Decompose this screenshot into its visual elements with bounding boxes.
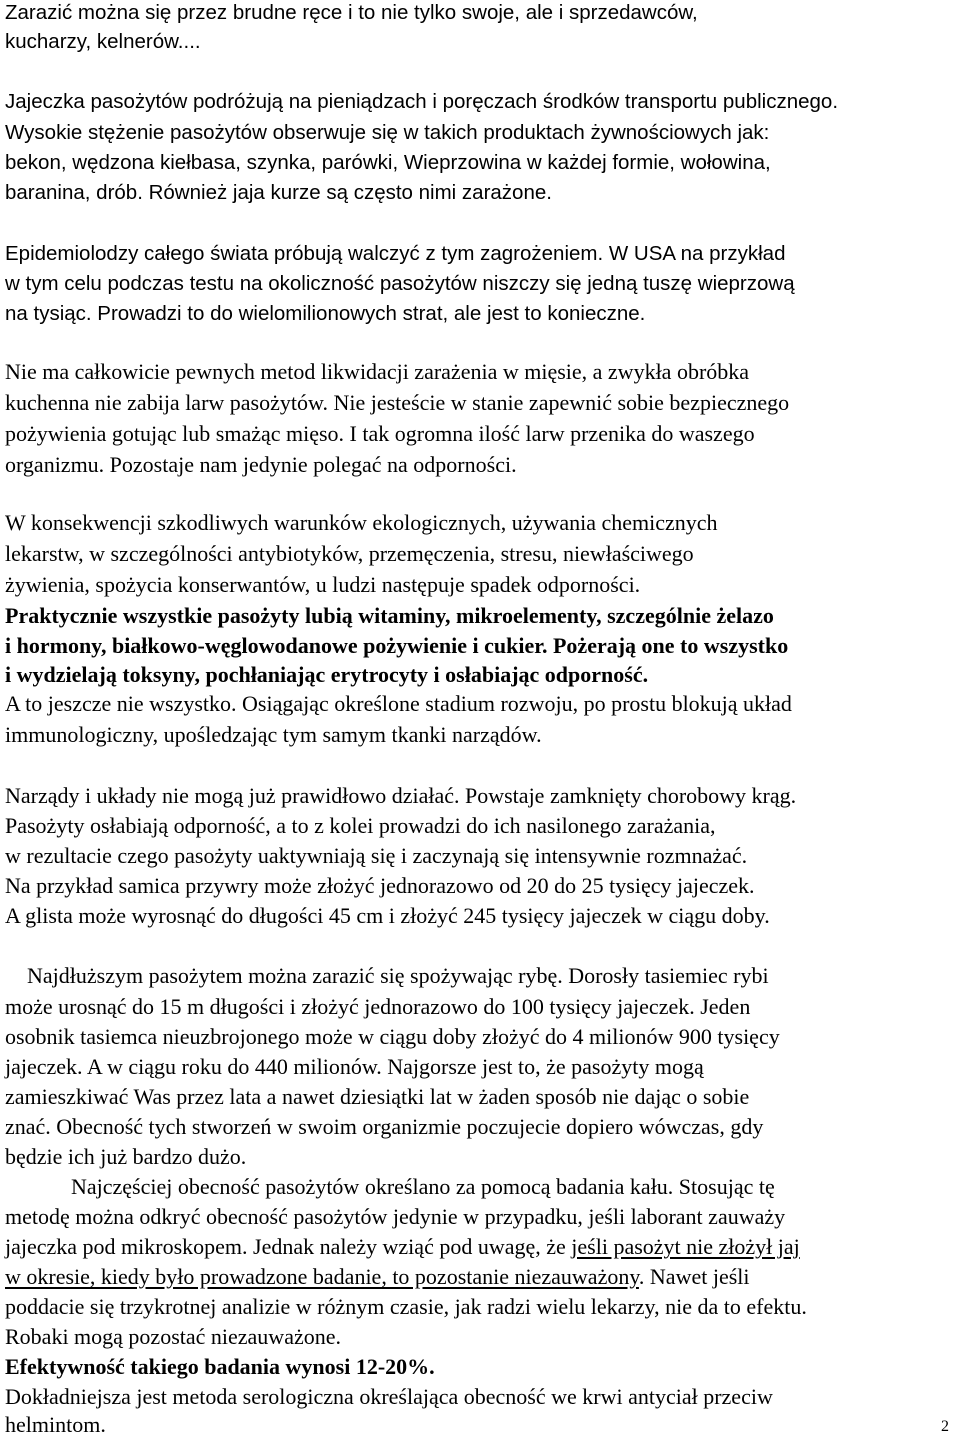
text-line: Dokładniejsza jest metoda serologiczna określająca obecność we krwi antyciał przeciw (5, 1384, 773, 1409)
text-span: . Nawet jeśli (638, 1264, 750, 1289)
text-line: Jajeczka pasożytów podróżują na pieniądzach i poręczach środków transportu publicznego. (5, 90, 839, 113)
text-line: pożywienia gotując lub smażąc mięso. I tak ogromna ilość larw przenika do waszego (5, 421, 755, 446)
text-line: znać. Obecność tych stworzeń w swoim organizmie poczujecie dopiero wówczas, gdy (5, 1114, 764, 1139)
text-line: na tysiąc. Prowadzi to do wielomilionowych strat, ale jest to konieczne. (5, 302, 646, 325)
text-line: Zarazić można się przez brudne ręce i to nie tylko swoje, ale i sprzedawców, (5, 1, 698, 24)
text-line: kucharzy, kelnerów.... (5, 30, 201, 53)
text-line: organizmu. Pozostaje nam jedynie polegać na odporności. (5, 452, 517, 477)
text-line: będzie ich już bardzo dużo. (5, 1144, 247, 1169)
text-line (5, 1266, 750, 1288)
text-line: Pasożyty osłabiają odporność, a to z kolei prowadzi do ich nasilonego zarażania, (5, 813, 716, 838)
text-line: zamieszkiwać Was przez lata a nawet dziesiątki lat w żaden sposób nie dając o sobie (5, 1084, 750, 1109)
text-line: Na przykład samica przywry może złożyć jednorazowo od 20 do 25 tysięcy jajeczek. (5, 873, 755, 898)
text-line: Epidemiolodzy całego świata próbują walczyć z tym zagrożeniem. W USA na przykład (5, 242, 786, 265)
text-line: helmintom. (5, 1412, 106, 1437)
text-line: W konsekwencji szkodliwych warunków ekologicznych, używania chemicznych (5, 510, 718, 535)
text-line: Najdłuższym pasożytem można zarazić się spożywając rybę. Dorosły tasiemiec rybi (5, 963, 769, 988)
text-line: poddacie się trzykrotnej analizie w różnym czasie, jak radzi wielu lekarzy, nie da to efektu. (5, 1294, 807, 1319)
text-line: A glista może wyrosnąć do długości 45 cm i złożyć 245 tysięcy jajeczek w ciągu doby. (5, 903, 770, 928)
underlined-text: jeśli pasożyt nie złożył jaj (571, 1234, 800, 1259)
text-line: osobnik tasiemca nieuzbrojonego może w ciągu doby złożyć do 4 milionów 900 tysięcy (5, 1024, 780, 1049)
text-line: immunologiczny, upośledzając tym samym tkanki narządów. (5, 722, 542, 747)
text-line: Robaki mogą pozostać niezauważone. (5, 1324, 341, 1349)
bold-text-line: Efektywność takiego badania wynosi 12-20%. (5, 1354, 435, 1379)
text-line: metodę można odkryć obecność pasożytów jedynie w przypadku, jeśli laborant zauważy (5, 1204, 786, 1229)
text-line: może urosnąć do 15 m długości i złożyć jednorazowo do 100 tysięcy jajeczek. Jeden (5, 994, 751, 1019)
text-line: Nie ma całkowicie pewnych metod likwidacji zarażenia w mięsie, a zwykła obróbka (5, 359, 750, 384)
text-line (5, 1236, 800, 1258)
bold-text-line: i wydzielają toksyny, pochłaniając erytrocyty i osłabiając odporność. (5, 662, 649, 687)
text-line: żywienia, spożycia konserwantów, u ludzi następuje spadek odporności. (5, 572, 641, 597)
text-line: Wysokie stężenie pasożytów obserwuje się w takich produktach żywnościowych jak: (5, 121, 770, 144)
text-line: Narządy i układy nie mogą już prawidłowo działać. Powstaje zamknięty chorobowy krąg. (5, 783, 797, 808)
text-line: baranina, drób. Również jaja kurze są często nimi zarażone. (5, 181, 552, 204)
bold-text-line: i hormony, białkowo-węglowodanowe pożywienie i cukier. Pożerają one to wszystko (5, 633, 789, 658)
underlined-text: w okresie, kiedy było prowadzone badanie, to pozostanie niezauważony (5, 1264, 639, 1289)
text-line: jajeczek. A w ciągu roku do 440 milionów. Najgorsze jest to, że pasożyty mogą (5, 1054, 704, 1079)
page-number: 2 (941, 1418, 949, 1435)
text-line: lekarstw, w szczególności antybiotyków, przemęczenia, stresu, niewłaściwego (5, 541, 694, 566)
text-line: bekon, wędzona kiełbasa, szynka, parówki, Wieprzowina w każdej formie, wołowina, (5, 151, 771, 174)
text-line: Najczęściej obecność pasożytów określano za pomocą badania kału. Stosując tę (5, 1174, 775, 1199)
text-line: A to jeszcze nie wszystko. Osiągając określone stadium rozwoju, po prostu blokują układ (5, 691, 792, 716)
bold-text-line: Praktycznie wszystkie pasożyty lubią witaminy, mikroelementy, szczególnie żelazo (5, 603, 774, 628)
text-line: kuchenna nie zabija larw pasożytów. Nie jesteście w stanie zapewnić sobie bezpiecznego (5, 390, 790, 415)
text-span: jajeczka pod mikroskopem. Jednak należy wziąć pod uwagę, że (5, 1234, 572, 1259)
text-line: w tym celu podczas testu na okoliczność pasożytów niszczy się jedną tuszę wieprzową (5, 272, 795, 295)
text-line: w rezultacie czego pasożyty uaktywniają się i zaczynają się intensywnie rozmnażać. (5, 843, 748, 868)
